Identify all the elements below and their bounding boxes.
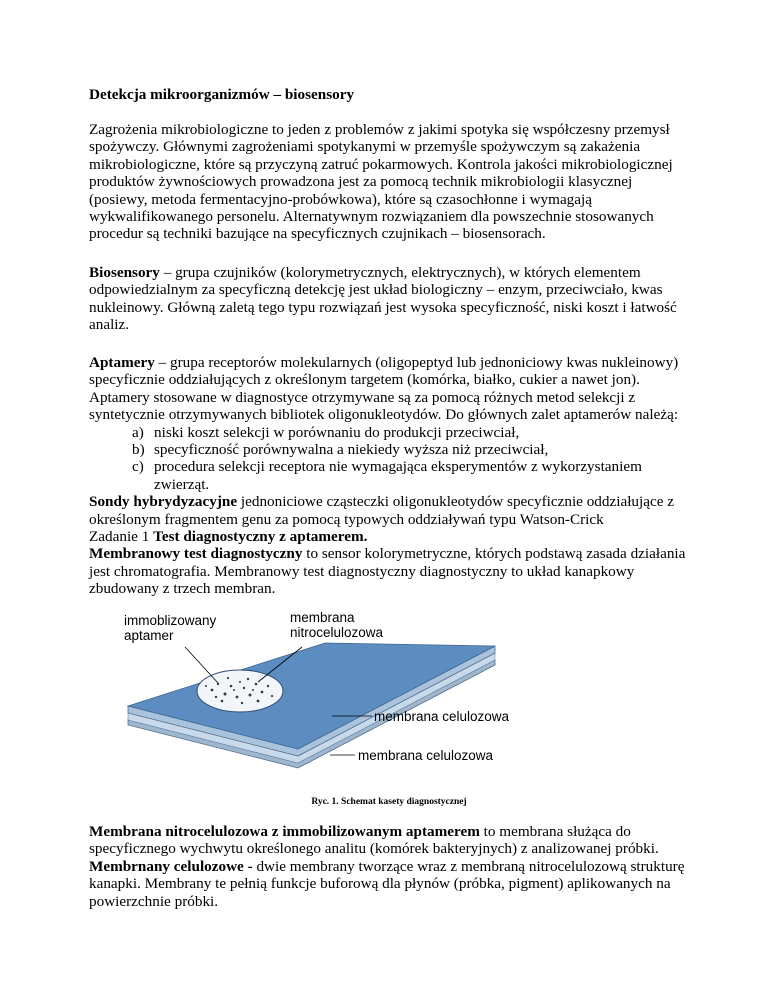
membranowy-text: to sensor kolorymetryczne, których podstawą zasada działania jest chromatografia. Membranowy test diagnostyczny diagnostyczny to układ kanapkowy zbudowany z trzech membran. [89,545,686,598]
list-item [89,441,689,458]
nitro-desc-paragraph [89,823,689,858]
list-item-text: procedura selekcji receptora nie wymagająca eksperymentów z wykorzystaniem zwierząt. [154,458,642,493]
list-item-text: niski koszt selekcji w porównaniu do produkcji przeciwciał, [154,423,520,441]
sondy-term: Sondy hybrydyzacyjne [89,493,238,511]
figure-caption: Ryc. 1. Schemat kasety diagnostycznej [311,797,467,807]
sondy-text: jednoniciowe cząsteczki oligonukleotydów specyficznie oddziałujące z określonym fragmentem genu za pomocą typowych oddziaływań typu Watson-Crick [89,493,674,528]
label-cel-top: membrana celulozowa [374,709,510,724]
aptamery-text: – grupa receptorów molekularnych (oligopeptyd lub jednoniciowy kwas nukleinowy) specyficznie oddziałujących z określonym targetem (komórka, białko, cukier a nawet jon). Aptamery stosowane w diagnostyce otrzymywane są za pomocą różnych metod selekcji z syntetycznie otrzymywanych bibliotek oligonukleotydów. Do głównych zalet aptamerów należą: [89,354,679,424]
aptamery-section [89,354,689,598]
aptamery-paragraph [89,354,689,424]
list-marker: a) [132,423,144,441]
biosensory-term: Biosensory [89,264,160,281]
nitro-desc-term: Membrana nitrocelulozowa z immobilizowanym aptamerem [89,823,480,840]
aptamery-term: Aptamery [89,354,155,371]
aptamer-leader-line [185,647,218,683]
biosensory-text: – grupa czujników (kolorymetrycznych, elektrycznych), w których elementem odpowiedzialnym za specyficzną detekcję jest układ biologiczny – enzym, przeciwciało, kwas nukleinowy. Główną zaletą tego typu rozwiązań jest wysoka specyficzność, niski koszt i łatwość analiz. [89,264,677,334]
label-cel-bottom: membrana celulozowa [358,748,494,763]
nitrocellulose-membrane [197,670,283,712]
cel-desc-paragraph [89,858,689,910]
sondy-paragraph [89,493,689,528]
zadanie-prefix: Zadanie 1 [89,528,154,546]
zadanie-heading [89,528,689,545]
label-nitro-2: nitrocelulozowa [290,625,384,640]
label-aptamer-1: immoblizowany [124,613,217,628]
label-nitro-1: membrana [290,610,355,625]
aptamery-advantages-list [89,424,689,494]
intro-paragraph: Zagrożenia mikrobiologiczne to jeden z problemów z jakimi spotyka się współczesny przemysł spożywczy. Głównymi zagrożeniami spotykanymi w przemyśle spożywczym są zakażenia mikrobiologiczne, które są przyczyną zatruć pokarmowych. Kontrola jakości mikrobiologicznej produktów żywnościowych prowadzona jest za pomocą technik mikrobiologii klasycznej (posiewy, metoda fermentacyjno-probówkowa), które są czasochłonne i wymagają wykwalifikowanego personelu. Alternatywnym rozwiązaniem dla powszechnie stosowanych procedur są techniki bazujące na specyficznych czujnikach – biosensorach. [89,121,673,243]
list-item-text: specyficzność porównywalna a niekiedy wyższa niż przeciwciał, [154,441,549,459]
membranowy-term: Membranowy test diagnostyczny [89,545,303,563]
nitro-desc-text: to membrana służąca do specyficznego wychwytu określonego analitu (komórek bakteryjnych) z analizowanej próbki. [89,823,659,858]
list-item [89,424,689,441]
document-title: Detekcja mikroorganizmów – biosensory [89,86,355,103]
cel-desc-term: Membrnany celulozowe - [89,858,253,875]
membranowy-paragraph [89,545,689,597]
diagnostic-cassette-figure [0,600,768,780]
zadanie-title: Test diagnostyczny z aptamerem. [153,528,368,546]
list-item [89,458,689,493]
label-aptamer-2: aptamer [124,628,174,643]
list-marker: b) [132,441,145,459]
list-marker: c) [132,458,144,476]
biosensory-paragraph [89,264,689,334]
cel-desc-text: dwie membrany tworzące wraz z membraną nitrocelulozową strukturę kanapki. Membrany te pełnią funkcje buforową dla płynów (próbka, pigment) aplikowanych na powierzchnie próbki. [89,858,685,910]
